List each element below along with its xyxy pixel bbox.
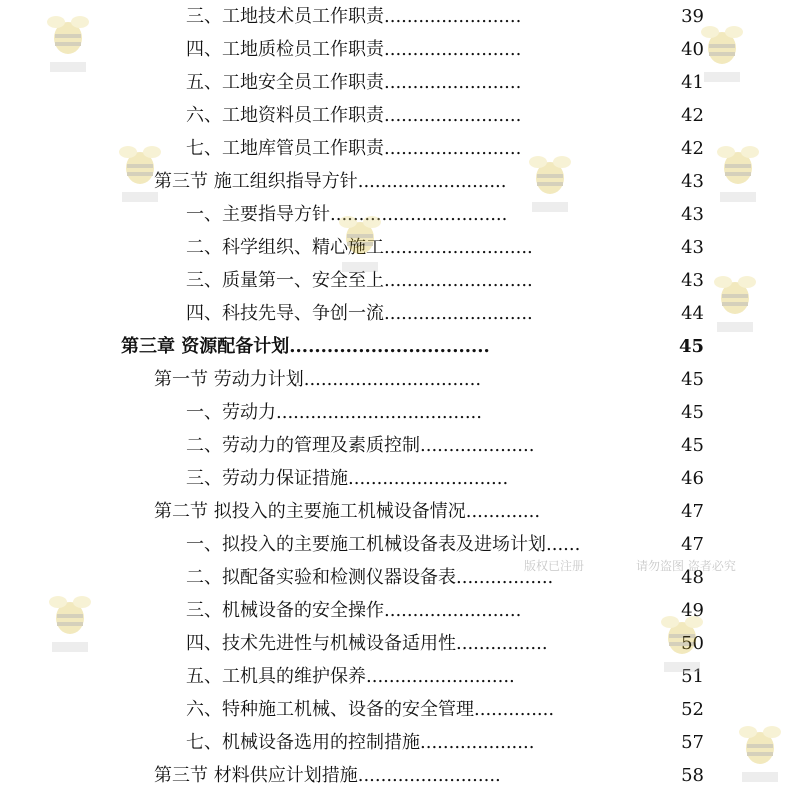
toc-entry-text: 三、工地技术员工作职责........................: [186, 6, 522, 27]
toc-row: [0, 594, 800, 627]
toc-row: [0, 99, 800, 132]
toc-entry-text: 第三节 施工组织指导方针..........................: [154, 171, 507, 192]
toc-row: [0, 0, 800, 33]
toc-row: [0, 297, 800, 330]
toc-entry-text: 五、工地安全员工作职责........................: [186, 72, 522, 93]
toc-page-number: 50: [681, 633, 704, 654]
toc-entry-text: 第一节 劳动力计划...............................: [154, 369, 482, 390]
toc-row: [0, 495, 800, 528]
toc-entry-text: 六、工地资料员工作职责........................: [186, 105, 522, 126]
toc-row: [0, 66, 800, 99]
toc-entry-text: 第三节 材料供应计划措施.........................: [154, 765, 501, 786]
toc-page-number: 47: [681, 534, 704, 555]
toc-entry-text: 二、劳动力的管理及素质控制....................: [186, 435, 535, 456]
toc-page-number: 45: [678, 336, 704, 357]
toc-row: [0, 561, 800, 594]
toc-page-number: 45: [681, 369, 704, 390]
toc-row: [0, 726, 800, 759]
toc-row: [0, 231, 800, 264]
toc-row: [0, 132, 800, 165]
toc-entry-text: 七、工地库管员工作职责........................: [186, 138, 522, 159]
toc-page-number: 41: [681, 72, 704, 93]
toc-page-number: 52: [681, 699, 704, 720]
toc-page-number: 40: [681, 39, 704, 60]
toc-page-number: 42: [681, 105, 704, 126]
toc-row: [0, 198, 800, 231]
watermark-stamp-text: 版权已注册: [524, 559, 585, 573]
toc-row: [0, 165, 800, 198]
toc-row: [0, 33, 800, 66]
toc-page-number: 44: [681, 303, 704, 324]
toc-page-number: 43: [681, 171, 704, 192]
toc-row: [0, 363, 800, 396]
toc-page-number: 48: [681, 567, 704, 588]
toc-entry-text: 第二节 拟投入的主要施工机械设备情况.............: [154, 501, 541, 522]
toc-page-number: 49: [681, 600, 704, 621]
toc-entry-text: 二、拟配备实验和检测仪器设备表.................: [186, 567, 554, 588]
toc-entry-text: 六、特种施工机械、设备的安全管理..............: [186, 699, 555, 720]
toc-row: [0, 660, 800, 693]
toc-page-number: 43: [681, 270, 704, 291]
toc-page-number: 57: [681, 732, 704, 753]
toc-page-number: 58: [681, 765, 704, 786]
toc-page-number: 45: [681, 402, 704, 423]
toc-page-number: 43: [681, 237, 704, 258]
toc-entry-text: 四、工地质检员工作职责........................: [186, 39, 522, 60]
toc-row: [0, 264, 800, 297]
toc-entry-text: 第三章 资源配备计划................................: [121, 336, 490, 357]
toc-page-number: 51: [681, 666, 704, 687]
toc-row: [0, 528, 800, 561]
toc-page-number: 45: [681, 435, 704, 456]
watermark-stamp-text: 请勿盗图 盗者必究: [636, 559, 736, 573]
toc-row: [0, 627, 800, 660]
toc-row-chapter: [0, 330, 800, 363]
toc-row: [0, 396, 800, 429]
toc-row: [0, 462, 800, 495]
toc-entry-text: 一、劳动力....................................: [186, 402, 482, 423]
toc-row: [0, 429, 800, 462]
toc-entry-text: 三、机械设备的安全操作........................: [186, 600, 522, 621]
toc-row: [0, 759, 800, 792]
toc-entry-text: 二、科学组织、精心施工..........................: [186, 237, 533, 258]
toc-page-number: 47: [681, 501, 704, 522]
toc-entry-text: 四、科技先导、争创一流..........................: [186, 303, 533, 324]
toc-page-number: 39: [681, 6, 704, 27]
toc-page-number: 46: [681, 468, 704, 489]
toc-entry-text: 四、技术先进性与机械设备适用性................: [186, 633, 548, 654]
toc-page-number: 43: [681, 204, 704, 225]
toc-entry-text: 三、质量第一、安全至上..........................: [186, 270, 533, 291]
toc-entry-text: 五、工机具的维护保养..........................: [186, 666, 515, 687]
toc-row: [0, 693, 800, 726]
toc-entry-text: 一、主要指导方针...............................: [186, 204, 508, 225]
toc-page-number: 42: [681, 138, 704, 159]
toc-entry-text: 一、拟投入的主要施工机械设备表及进场计划......: [186, 534, 581, 555]
toc-entry-text: 三、劳动力保证措施............................: [186, 468, 509, 489]
toc-entry-text: 七、机械设备选用的控制措施....................: [186, 732, 535, 753]
